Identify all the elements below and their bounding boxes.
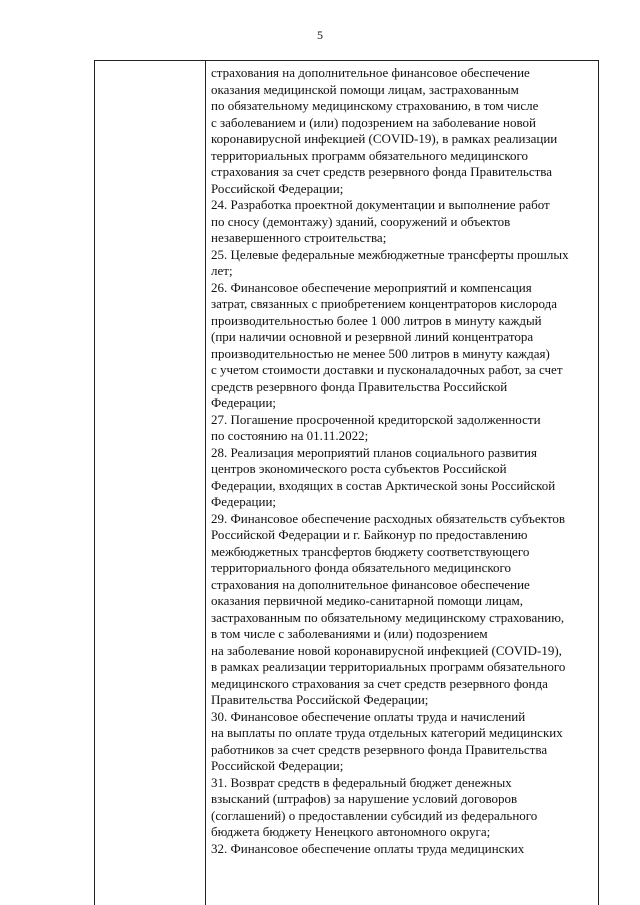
text-line: Федерации, входящих в состав Арктической зоны Российской	[211, 477, 556, 493]
table-text-cell	[211, 65, 595, 857]
text-line: Федерации;	[211, 395, 277, 410]
text-line: 32. Финансовое обеспечение оплаты труда медицинских	[211, 840, 525, 856]
text-line: оказания первичной медико-санитарной помощи лицам,	[211, 593, 524, 608]
text-line: 27. Погашение просроченной кредиторской задолженности	[211, 411, 541, 427]
text-line: 29. Финансовое обеспечение расходных обязательств субъектов	[211, 510, 565, 526]
text-line: территориальных программ обязательного медицинского	[211, 147, 529, 163]
text-line: лет;	[211, 263, 233, 278]
text-line: бюджета бюджету Ненецкого автономного округа;	[211, 824, 491, 839]
text-line: территориального фонда обязательного медицинского	[211, 560, 512, 575]
text-line: (при наличии основной и резервной линий концентратора	[211, 329, 534, 344]
text-line: на выплаты по оплате труда отдельных категорий медицинских	[211, 725, 563, 740]
text-line: производительностью более 1 000 литров в минуту каждый	[211, 312, 542, 328]
text-line: страхования на дополнительное финансовое обеспечение	[211, 576, 530, 592]
text-line: застрахованным по обязательному медицинскому страхованию,	[211, 609, 565, 625]
text-line: по сносу (демонтажу) зданий, сооружений и объектов	[211, 213, 511, 229]
text-line: медицинского страхования за счет средств резервного фонда	[211, 675, 548, 691]
text-line: с учетом стоимости доставки и пусконаладочных работ, за счет	[211, 362, 563, 377]
text-line: в рамках реализации территориальных программ обязательного	[211, 659, 566, 674]
text-line: 31. Возврат средств в федеральный бюджет денежных	[211, 774, 512, 790]
text-line: центров экономического роста субъектов Российской	[211, 461, 507, 476]
text-line: средств резервного фонда Правительства Российской	[211, 378, 508, 394]
text-line: 26. Финансовое обеспечение мероприятий и компенсация	[211, 279, 532, 295]
text-line: 25. Целевые федеральные межбюджетные трансферты прошлых	[211, 246, 569, 262]
text-line: на заболевание новой коронавирусной инфекцией (COVID-19),	[211, 642, 562, 658]
document-table	[94, 60, 599, 905]
text-line: Российской Федерации;	[211, 758, 344, 773]
text-line: затрат, связанных с приобретением концентраторов кислорода	[211, 296, 558, 311]
text-line: Правительства Российской Федерации;	[211, 692, 429, 707]
text-line: производительностью не менее 500 литров в минуту каждая)	[211, 345, 550, 361]
page-number: 5	[317, 28, 323, 42]
text-line: (соглашений) о предоставлении субсидий из федерального	[211, 807, 538, 823]
text-line: страхования за счет средств резервного фонда Правительства	[211, 164, 553, 179]
text-line: взысканий (штрафов) за нарушение условий договоров	[211, 791, 518, 806]
text-line: по обязательному медицинскому страхованию, в том числе	[211, 98, 539, 113]
text-line: Российской Федерации;	[211, 180, 344, 196]
text-line: коронавирусной инфекцией (COVID-19), в рамках реализации	[211, 131, 558, 146]
text-line: Российской Федерации и г. Байконур по предоставлению	[211, 527, 528, 542]
text-line: 24. Разработка проектной документации и выполнение работ	[211, 197, 550, 212]
text-line: 30. Финансовое обеспечение оплаты труда и начислений	[211, 708, 526, 724]
text-line: Федерации;	[211, 494, 277, 509]
column-divider	[205, 61, 206, 905]
text-line: по состоянию на 01.11.2022;	[211, 428, 369, 443]
text-line: с заболеванием и (или) подозрением на заболевание новой	[211, 114, 537, 130]
text-line: межбюджетных трансфертов бюджету соответствующего	[211, 543, 530, 559]
text-line: страхования на дополнительное финансовое обеспечение	[211, 65, 530, 80]
text-line: 28. Реализация мероприятий планов социального развития	[211, 444, 537, 460]
text-line: в том числе с заболеваниями и (или) подозрением	[211, 626, 488, 641]
text-line: оказания медицинской помощи лицам, застрахованным	[211, 81, 519, 97]
text-line: незавершенного строительства;	[211, 230, 387, 245]
text-line: работников за счет средств резервного фонда Правительства	[211, 741, 548, 757]
